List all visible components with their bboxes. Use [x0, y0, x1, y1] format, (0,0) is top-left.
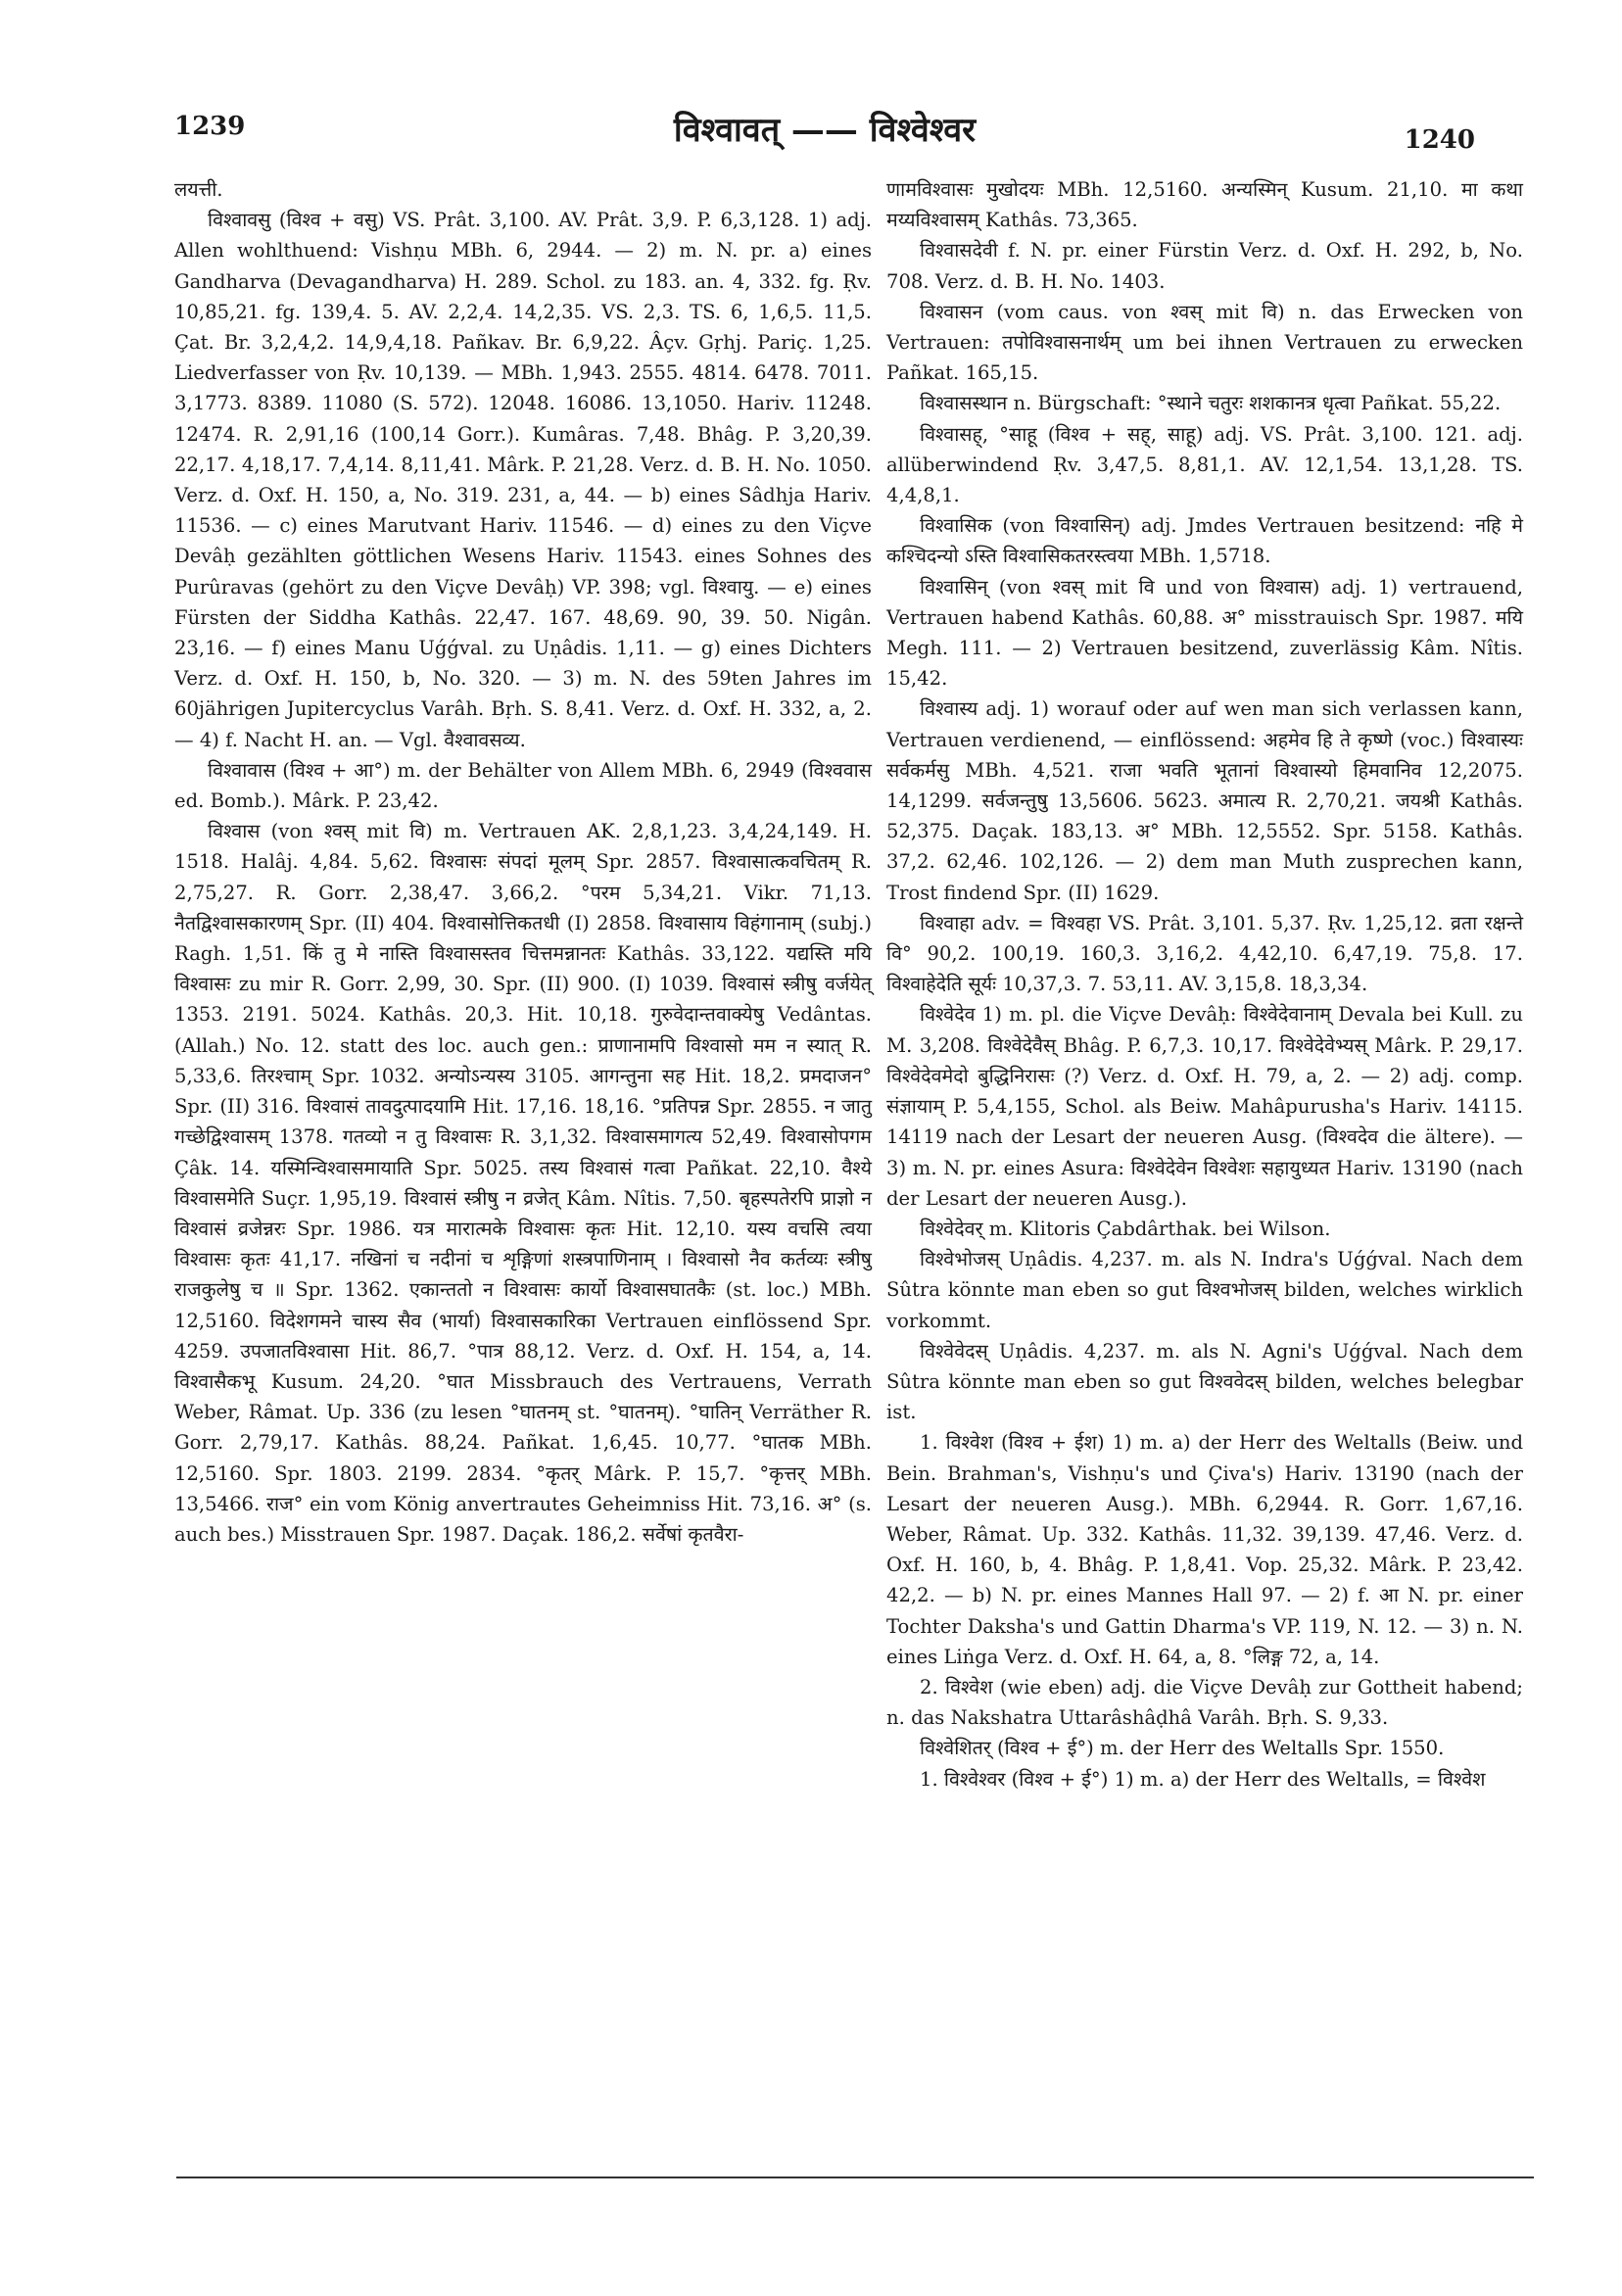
- right-column: [886, 174, 1523, 1794]
- entry-vishvasasthana: विश्वासस्थान n. Bürgschaft: °स्थाने चतुरः शशकानत्र धृत्वा Pañkat. 55,22.: [920, 392, 1502, 415]
- page-number-right: 1240: [1404, 125, 1475, 155]
- entry-vishveshvara: 1. विश्वेश्वर (विश्व + ई°) 1) m. a) der Herr des Weltalls, = विश्वेश: [920, 1767, 1486, 1791]
- left-column: [174, 174, 872, 1550]
- entry-vishvavasu: विश्वावसु (विश्व + वसु) VS. Prât. 3,100. AV. Prât. 3,9. P. 6,3,128. 1) adj. Allen wohlthuend: Vishṇu MBh. 6, 2944. — 2) m. N. pr. a) eines Gandharva (Devagandharva) H. 289. Schol. zu 183. an. 4, 332. fg. Ṛv. 10,85,21. fg. 139,4. 5. AV. 2,2,4. 14,2,35. VS. 2,3. TS. 6, 1,6,5. 11,5. Çat. Br. 3,2,4,2. 14,9,4,18. Pañkav. Br. 6,9,22. Âçv. Gṛhj. Pariç. 1,25. Liedverfasser von Ṛv. 10,139. — MBh. 1,943. 2555. 4814. 6478. 7011. 3,1773. 8389. 11080 (S. 572). 12048. 16086. 13,1050. Hariv. 11248. 12474. R. 2,91,16 (100,14 Gorr.). Kumâras. 7,48. Bhâg. P. 3,20,39. 22,17. 4,18,17. 7,4,14. 8,11,41. Mârk. P. 21,28. Verz. d. B. H. No. 1050. Verz. d. Oxf. H. 150, a, No. 319. 231, a, 44. — b) eines Sâdhja Hariv. 11536. — c) eines Marutvant Hariv. 11546. — d) eines zu den Viçve Devâḥ gezählten göttlichen Wesens Hariv. 11543. eines Sohnes des Purûravas (gehört zu den Viçve Devâḥ) VP. 398; vgl. विश्वायु. — e) eines Fürsten der Siddha Kathâs. 22,47. 167. 48,69. 90, 39. 50. Nigân. 23,16. — f) eines Manu Uǵǵval. zu Uṇâdis. 1,11. — g) eines Dichters Verz. d. Oxf. H. 150, b, No. 320. — 3) m. N. des 59ten Jahres im 60jährigen Jupitercyclus Varâh. Bṛh. S. 8,41. Verz. d. Oxf. H. 332, a, 2. — 4) f. Nacht H. an. — Vgl. वैश्वावसव्य.: [174, 209, 872, 751]
- entry-vishvaha: विश्वाहा adv. = विश्वहा VS. Prât. 3,101. 5,37. Ṛv. 1,25,12. व्रता रक्षन्ते वि° 90,2. 100,19. 160,3. 3,16,2. 4,42,10. 6,47,19. 75,8. 17. विश्वाहेदेति सूर्यः 10,37,3. 7. 53,11. AV. 3,15,8. 18,3,34.: [886, 911, 1523, 996]
- entry-text: लयत्ती.: [174, 178, 223, 201]
- entry-vishvavasa: विश्वावास (विश्व + आ°) m. der Behälter von Allem MBh. 6, 2949 (विश्ववास ed. Bomb.). Mârk. P. 23,42.: [174, 758, 872, 813]
- entry-vishvasa: विश्वास (von श्वस् mit वि) m. Vertrauen AK. 2,8,1,23. 3,4,24,149. H. 1518. Halâj. 4,84. 5,62. विश्वासः संपदां मूलम् Spr. 2857. विश्वासात्कवचितम् R. 2,75,27. R. Gorr. 2,38,47. 3,66,2. °परम 5,34,21. Vikr. 71,13. नैतद्विश्वासकारणम् Spr. (II) 404. विश्वासोत्तिकतधी (I) 2858. विश्वासाय विहंगानाम् (subj.) Ragh. 1,51. किं तु मे नास्ति विश्वासस्तव चित्तमन्नानतः Kathâs. 33,122. यद्यस्ति मयि विश्वासः zu mir R. Gorr. 2,99, 30. Spr. (II) 900. (I) 1039. विश्वासं स्त्रीषु वर्जयेत् 1353. 2191. 5024. Kathâs. 20,3. Hit. 10,18. गुरुवेदान्तवाक्येषु Vedântas. (Allah.) No. 12. statt des loc. auch gen.: प्राणानामपि विश्वासो मम न स्यात् R. 5,33,6. तिरश्चाम् Spr. 1032. अन्योऽन्यस्य 3105. आगन्तुना सह Hit. 18,2. प्रमदाजन° Spr. (II) 316. विश्वासं तावदुत्पादयामि Hit. 17,16. 18,16. °प्रतिपन्न Spr. 2855. न जातु गच्छेद्विश्वासम् 1378. गतव्यो न तु विश्वासः R. 3,1,32. विश्वासमागत्य 52,49. विश्वासोपगम Çâk. 14. यस्मिन्विश्वासमायाति Spr. 5025. तस्य विश्वासं गत्वा Pañkat. 22,10. वैश्ये विश्वासमेति Suçr. 1,95,19. विश्वासं स्त्रीषु न व्रजेत् Kâm. Nîtis. 7,50. बृहस्पतेरपि प्राज्ञो न विश्वासं व्रजेन्नरः Spr. 1986. यत्र मारात्मके विश्वासः कृतः Hit. 12,10. यस्य वचसि त्वया विश्वासः कृतः 41,17. नखिनां च नदीनां च शृङ्गिणां शस्त्रपाणिनाम् । विश्वासो नैव कर्तव्यः स्त्रीषु राजकुलेषु च ॥ Spr. 1362. एकान्ततो न विश्वासः कार्यो विश्वासघातकैः (st. loc.) MBh. 12,5160. विदेशगमने चास्य सैव (भार्या) विश्वासकारिका Vertrauen einflössend Spr. 4259. उपजातविश्वासा Hit. 86,7. °पात्र 88,12. Verz. d. Oxf. H. 154, a, 14. विश्वासैकभू Kusum. 24,20. °घात Missbrauch des Vertrauens, Verrath Weber, Râmat. Up. 336 (zu lesen °घातनम् st. °घातनम्). °घातिन् Verräther R. Gorr. 2,79,17. Kathâs. 88,24. Pañkat. 1,6,45. 10,77. °घातक MBh. 12,5160. Spr. 1803. 2199. 2834. °कृतर् Mârk. P. 15,7. °कृत्तर् MBh. 13,5466. राज° ein vom König anvertrautes Geheimniss Hit. 73,16. अ° (s. auch bes.) Misstrauen Spr. 1987. Daçak. 186,2. सर्वेषां कृतवैरा-: [174, 820, 872, 1546]
- entry-text: णामविश्वासः मुखोदयः MBh. 12,5160. अन्यस्मिन् Kusum. 21,10. मा कथा मय्यविश्वासम् Kathâs. 73,365.: [886, 178, 1523, 232]
- entry-vishvasah: विश्वासह्, °साहू (विश्व + सह्, साहू) adj. VS. Prât. 3,100. 121. adj. allüberwindend Ṛv. 3,47,5. 8,81,1. AV. 12,1,54. 13,1,28. TS. 4,4,8,1.: [886, 422, 1523, 507]
- page-header: [174, 94, 1475, 163]
- entry-vishvedevar: विश्वेदेवर् m. Klitoris Çabdârthak. bei Wilson.: [920, 1217, 1331, 1240]
- running-title: विश्वावत् —— विश्वेश्वर: [673, 111, 977, 150]
- entry-vishvasya: विश्वास्य adj. 1) worauf oder auf wen man sich verlassen kann, Vertrauen verdienend, — einflössend: अहमेव हि ते कृष्णे (voc.) विश्वास्यः सर्वकर्मसु MBh. 4,521. राजा भवति भूतानां विश्वास्यो हिमवानिव 12,2075. 14,1299. सर्वजन्तुषु 13,5606. 5623. अमात्य R. 2,70,21. जयश्री Kathâs. 52,375. Daçak. 183,13. अ° MBh. 12,5552. Spr. 5158. Kathâs. 37,2. 62,46. 102,126. — 2) dem man Muth zusprechen kann, Trost findend Spr. (II) 1629.: [886, 697, 1523, 904]
- page-number-left: 1239: [174, 112, 246, 141]
- entry-vishvasin: विश्वासिन् (von श्वस् mit वि und von विश्वास) adj. 1) vertrauend, Vertrauen habend Kathâs. 60,88. अ° misstrauisch Spr. 1987. मयि Megh. 111. — 2) Vertrauen besitzend, zuverlässig Kâm. Nîtis. 15,42.: [886, 575, 1523, 691]
- entry-vishvebhojas: विश्वेभोजस् Uṇâdis. 4,237. m. als N. Indra's Uǵǵval. Nach dem Sûtra könnte man eben so gut विश्वभोजस् bilden, welches wirklich vorkommt.: [886, 1248, 1523, 1332]
- entry-vishvesha-1: 1. विश्वेश (विश्व + ईश) 1) m. a) der Herr des Weltalls (Beiw. und Bein. Brahman's, Vishṇu's und Çiva's) Hariv. 13190 (nach der Lesart der neueren Ausg.). MBh. 6,2944. R. Gorr. 1,67,16. Weber, Râmat. Up. 332. Kathâs. 11,32. 39,139. 47,46. Verz. d. Oxf. H. 160, b, 4. Bhâg. P. 1,8,41. Vop. 25,32. Mârk. P. 23,42. 42,2. — b) N. pr. eines Mannes Hall 97. — 2) f. आ N. pr. einer Tochter Daksha's und Gattin Dharma's VP. 119, N. 12. — 3) n. N. eines Liṅga Verz. d. Oxf. H. 64, a, 8. °लिङ्ग 72, a, 14.: [886, 1431, 1523, 1668]
- entry-vishvasika: विश्वासिक (von विश्वासिन्) adj. Jmdes Vertrauen besitzend: नहि मे कश्चिदन्यो ऽस्ति विश्वासिकतरस्त्वया MBh. 1,5718.: [886, 514, 1523, 568]
- entry-vishvedeva: विश्वेदेव 1) m. pl. die Viçve Devâḥ: विश्वेदेवानाम् Devala bei Kull. zu M. 3,208. विश्वेदेवैस् Bhâg. P. 6,7,3. 10,17. विश्वेदेवेभ्यस् Mârk. P. 29,17. विश्वेदेवमेदो बुद्धिनिरासः (?) Verz. d. Oxf. H. 79, a, 2. — 2) adj. comp. संज्ञायाम् P. 5,4,155, Schol. als Beiw. Mahâpurusha's Hariv. 14115. 14119 nach der Lesart der neueren Ausg. (विश्वदेव die ältere). — 3) m. N. pr. eines Asura: विश्वेदेवेन विश्वेशः सहायुध्यत Hariv. 13190 (nach der Lesart der neueren Ausg.).: [886, 1003, 1523, 1210]
- entry-vishvevedas: विश्वेवेदस् Uṇâdis. 4,237. m. als N. Agni's Uǵǵval. Nach dem Sûtra könnte man eben so gut विश्ववेदस् bilden, welches belegbar ist.: [886, 1339, 1523, 1424]
- entry-vishvesha-2: 2. विश्वेश (wie eben) adj. die Viçve Devâḥ zur Gottheit habend; n. das Nakshatra Uttarâshâḍhâ Varâh. Bṛh. S. 9,33.: [886, 1675, 1523, 1730]
- entry-vishvasana: विश्वासन (vom caus. von श्वस् mit वि) n. das Erwecken von Vertrauen: तपोविश्वासनार्थम् um bei ihnen Vertrauen zu erwecken Pañkat. 165,15.: [886, 300, 1523, 385]
- entry-vishveshitar: विश्वेशितर् (विश्व + ई°) m. der Herr des Weltalls Spr. 1550.: [920, 1737, 1445, 1760]
- bottom-rule: [176, 2176, 1534, 2178]
- entry-vishvasadevi: विश्वासदेवी f. N. pr. einer Fürstin Verz. d. Oxf. H. 292, b, No. 708. Verz. d. B. H. No. 1403.: [886, 239, 1523, 293]
